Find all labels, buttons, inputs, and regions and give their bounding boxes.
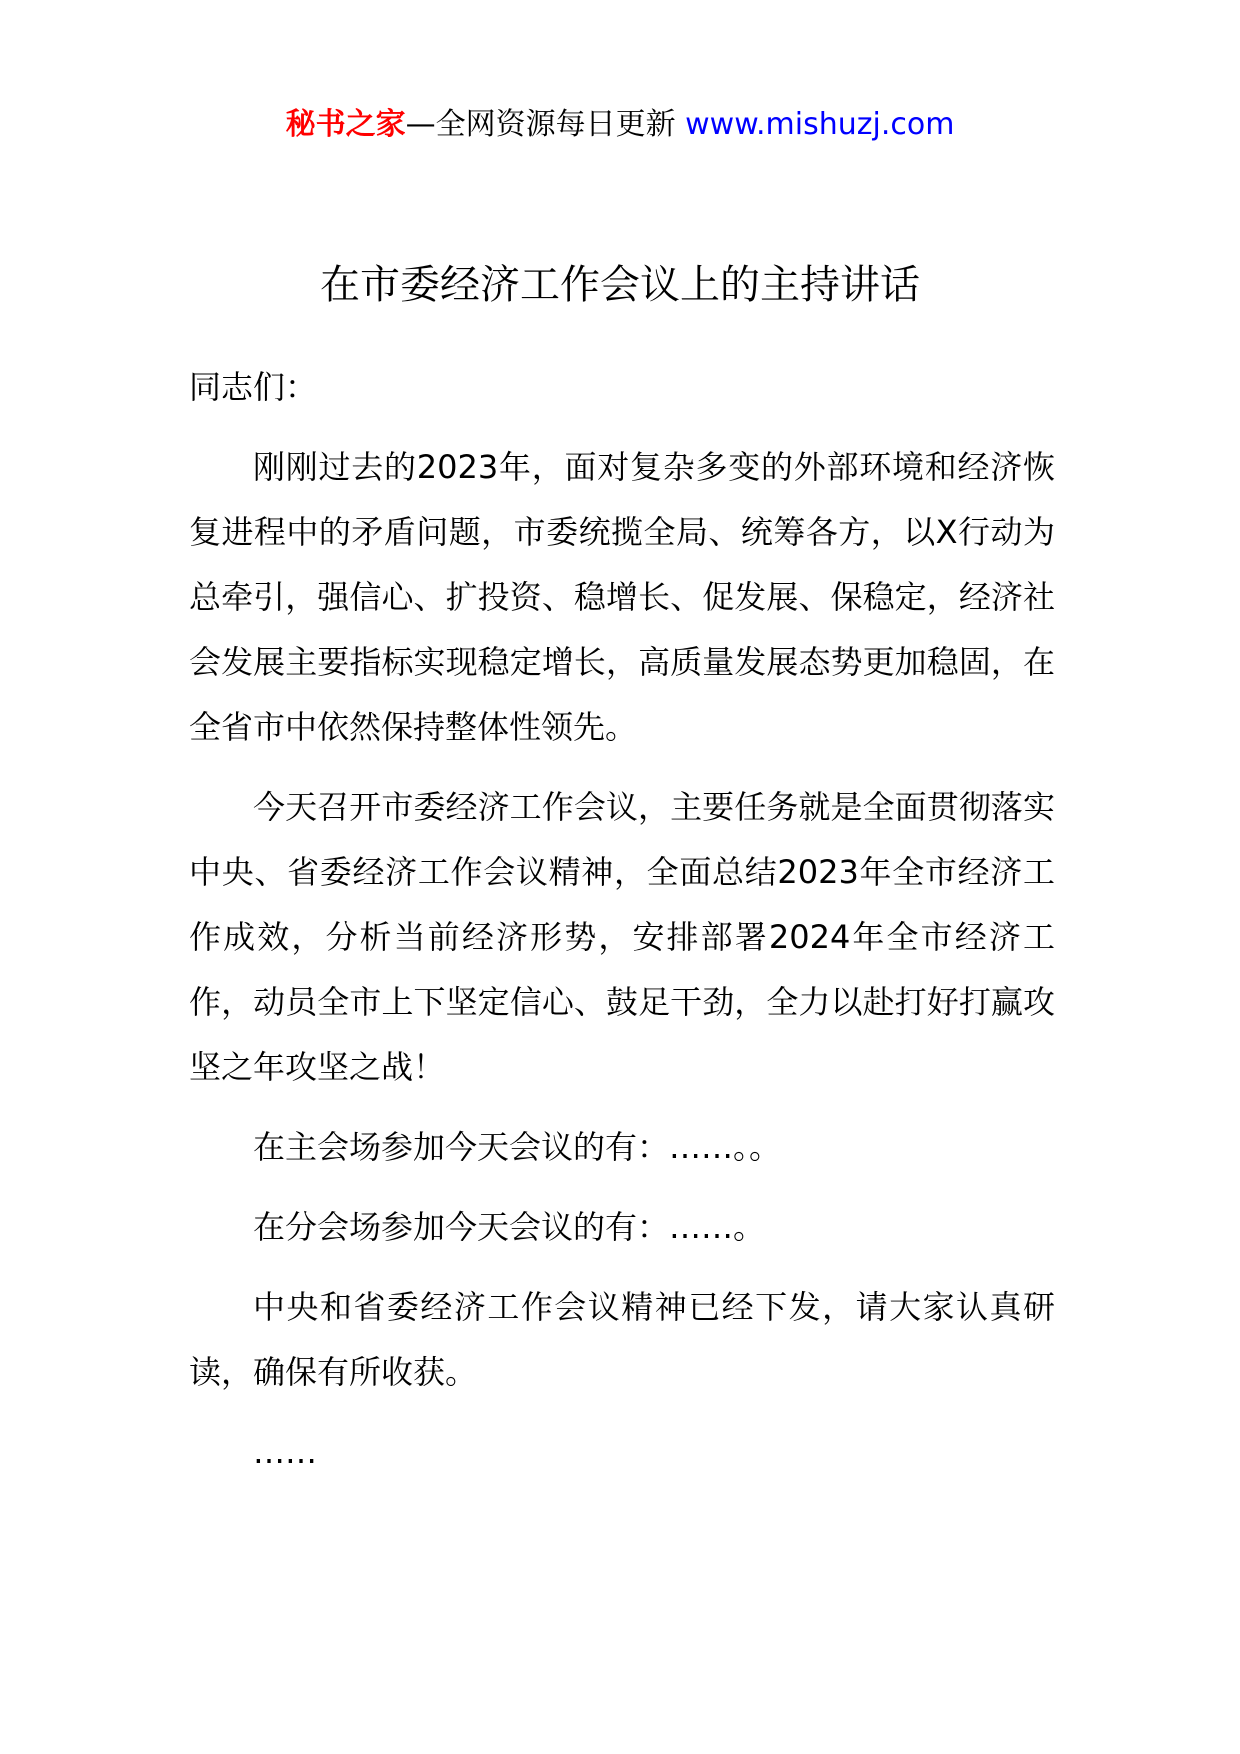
document-body (189, 355, 1055, 1500)
salutation: 同志们： (189, 368, 318, 406)
paragraph-2: 今天召开市委经济工作会议，主要任务就是全面贯彻落实中央、省委经济工作会议精神，全面总结2023年全市经济工作成效，分析当前经济形势，安排部署2024年全市经济工作，动员全市上下坚定信心、鼓足干劲，全力以赴打好打赢攻坚之年攻坚之战！ (189, 788, 1055, 1086)
paragraph-1: 刚刚过去的2023年，面对复杂多变的外部环境和经济恢复进程中的矛盾问题，市委统揽全局、统筹各方，以X行动为总牵引，强信心、扩投资、稳增长、促发展、保稳定，经济社会发展主要指标实现稳定增长，高质量发展态势更加稳固，在全省市中依然保持整体性领先。 (189, 448, 1055, 746)
paragraph-3: 在主会场参加今天会议的有：……。。 (253, 1128, 782, 1166)
site-url-link[interactable]: www.mishuzj.com (685, 107, 955, 142)
paragraph-5: 中央和省委经济工作会议精神已经下发，请大家认真研读，确保有所收获。 (189, 1288, 1055, 1391)
paragraph-6: …… (253, 1433, 317, 1471)
document-title: 在市委经济工作会议上的主持讲话 (320, 262, 920, 308)
paragraph-4: 在分会场参加今天会议的有：……。 (253, 1208, 766, 1246)
brand-name: 秘书之家 (285, 107, 406, 142)
site-header (0, 100, 1240, 150)
header-tagline: —全网资源每日更新 (405, 107, 676, 142)
